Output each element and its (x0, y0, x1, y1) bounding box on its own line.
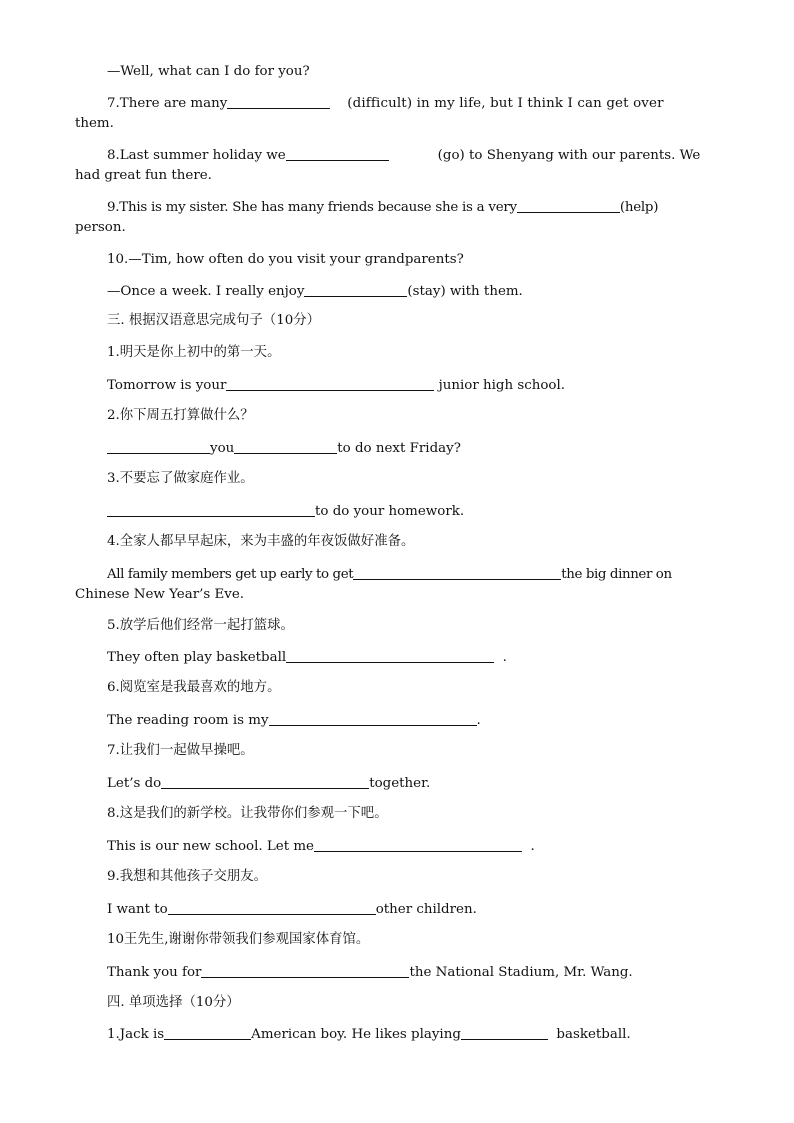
question-text: This is my sister. She has many friends because she is a very (119, 200, 517, 215)
answer-blank[interactable] (168, 901, 376, 915)
s3-item-5-english (107, 649, 507, 666)
s3-item-6-chinese: 6.阅览室是我最喜欢的地方。 (107, 680, 281, 695)
sentence-end: to do next Friday? (337, 441, 461, 456)
question-number: 8. (107, 148, 120, 163)
s3-item-5-chinese: 5.放学后他们经常一起打篮球。 (107, 618, 294, 633)
sentence-start: The reading room is my (107, 713, 269, 728)
s4-question-1 (107, 1026, 631, 1043)
dialogue-reply: —Well, what can I do for you? (107, 64, 310, 79)
s3-item-1-english (107, 377, 565, 394)
sentence-start: All family members get up early to get (107, 567, 354, 582)
s3-item-10-english (107, 964, 633, 981)
sentence-start: Thank you for (107, 965, 202, 980)
sentence-end: other children. (375, 902, 477, 917)
s3-item-2-english (107, 440, 461, 457)
question-text: Last summer holiday we (119, 148, 286, 163)
sentence-end: together. (369, 776, 431, 791)
question-hint: (help) (619, 200, 659, 215)
answer-blank[interactable] (226, 377, 434, 391)
answer-blank[interactable] (201, 964, 409, 978)
s3-item-3-english (107, 503, 464, 520)
question-number: 10. (107, 252, 129, 267)
answer-blank[interactable] (461, 1026, 548, 1040)
answer-blank[interactable] (517, 199, 620, 213)
answer-blank[interactable] (353, 566, 561, 580)
sentence-start: I want to (107, 902, 168, 917)
sentence-end: the National Stadium, Mr. Wang. (409, 965, 633, 980)
question-8-continued: had great fun there. (75, 168, 212, 183)
sentence-end: junior high school. (434, 378, 566, 393)
question-hint: (difficult) in my life, but I think I can get over (347, 96, 664, 111)
answer-blank[interactable] (107, 503, 315, 517)
sentence-start: Jack is (119, 1027, 165, 1042)
answer-blank[interactable] (107, 440, 210, 454)
s3-item-6-english (107, 712, 481, 729)
reply-text-after: (stay) with them. (407, 284, 523, 299)
sentence-end: . (494, 650, 507, 665)
question-8 (107, 147, 700, 164)
answer-blank[interactable] (234, 440, 337, 454)
s3-item-7-chinese: 7.让我们一起做早操吧。 (107, 743, 254, 758)
question-text: There are many (119, 96, 228, 111)
sentence-start: They often play basketball (107, 650, 287, 665)
sentence-end: to do your homework. (315, 504, 465, 519)
question-number: 9. (107, 200, 120, 215)
s3-item-1-chinese: 1.明天是你上初中的第一天。 (107, 345, 281, 360)
sentence-end: . (521, 839, 535, 854)
question-9-continued: person. (75, 220, 126, 235)
sentence-end: . (476, 713, 481, 728)
s3-item-3-chinese: 3.不要忘了做家庭作业。 (107, 471, 254, 486)
answer-blank[interactable] (161, 775, 369, 789)
s3-item-7-english (107, 775, 430, 792)
answer-blank[interactable] (304, 283, 407, 297)
answer-blank[interactable] (227, 95, 330, 109)
s3-item-4-continued: Chinese New Year’s Eve. (75, 587, 245, 602)
s3-item-8-english (107, 838, 535, 855)
question-10 (107, 252, 464, 268)
s3-item-9-english (107, 901, 477, 918)
sentence-start: Let’s do (107, 776, 162, 791)
sentence-middle: you (210, 441, 235, 456)
question-9 (107, 199, 658, 216)
section-4-heading: 四. 单项选择（10分） (107, 995, 240, 1010)
answer-blank[interactable] (269, 712, 477, 726)
section-3-heading: 三. 根据汉语意思完成句子（10分） (107, 313, 321, 328)
sentence-middle: American boy. He likes playing (251, 1027, 461, 1042)
sentence-start: Tomorrow is your (107, 378, 227, 393)
answer-blank[interactable] (286, 147, 389, 161)
sentence-end: the big dinner on (561, 567, 672, 582)
question-number: 1. (107, 1027, 120, 1042)
answer-blank[interactable] (164, 1026, 251, 1040)
answer-blank[interactable] (314, 838, 522, 852)
question-10-reply (107, 283, 523, 300)
question-text: —Tim, how often do you visit your grandparents? (128, 252, 464, 267)
question-7-continued: them. (75, 116, 114, 131)
s3-item-10-chinese: 10王先生,谢谢你带领我们参观国家体育馆。 (107, 932, 370, 947)
reply-text: —Once a week. I really enjoy (107, 284, 305, 299)
question-number: 7. (107, 96, 120, 111)
question-7 (107, 95, 664, 112)
s3-item-9-chinese: 9.我想和其他孩子交朋友。 (107, 869, 268, 884)
question-hint: (go) to Shenyang with our parents. We (437, 148, 701, 163)
s3-item-2-chinese: 2.你下周五打算做什么？ (107, 408, 254, 423)
s3-item-4-english (107, 566, 672, 583)
s3-item-8-chinese: 8.这是我们的新学校。让我带你们参观一下吧。 (107, 806, 388, 821)
answer-blank[interactable] (286, 649, 494, 663)
sentence-end: basketball. (547, 1027, 631, 1042)
s3-item-4-chinese: 4.全家人都早早起床，来为丰盛的年夜饭做好准备。 (107, 534, 415, 549)
sentence-start: This is our new school. Let me (107, 839, 314, 854)
